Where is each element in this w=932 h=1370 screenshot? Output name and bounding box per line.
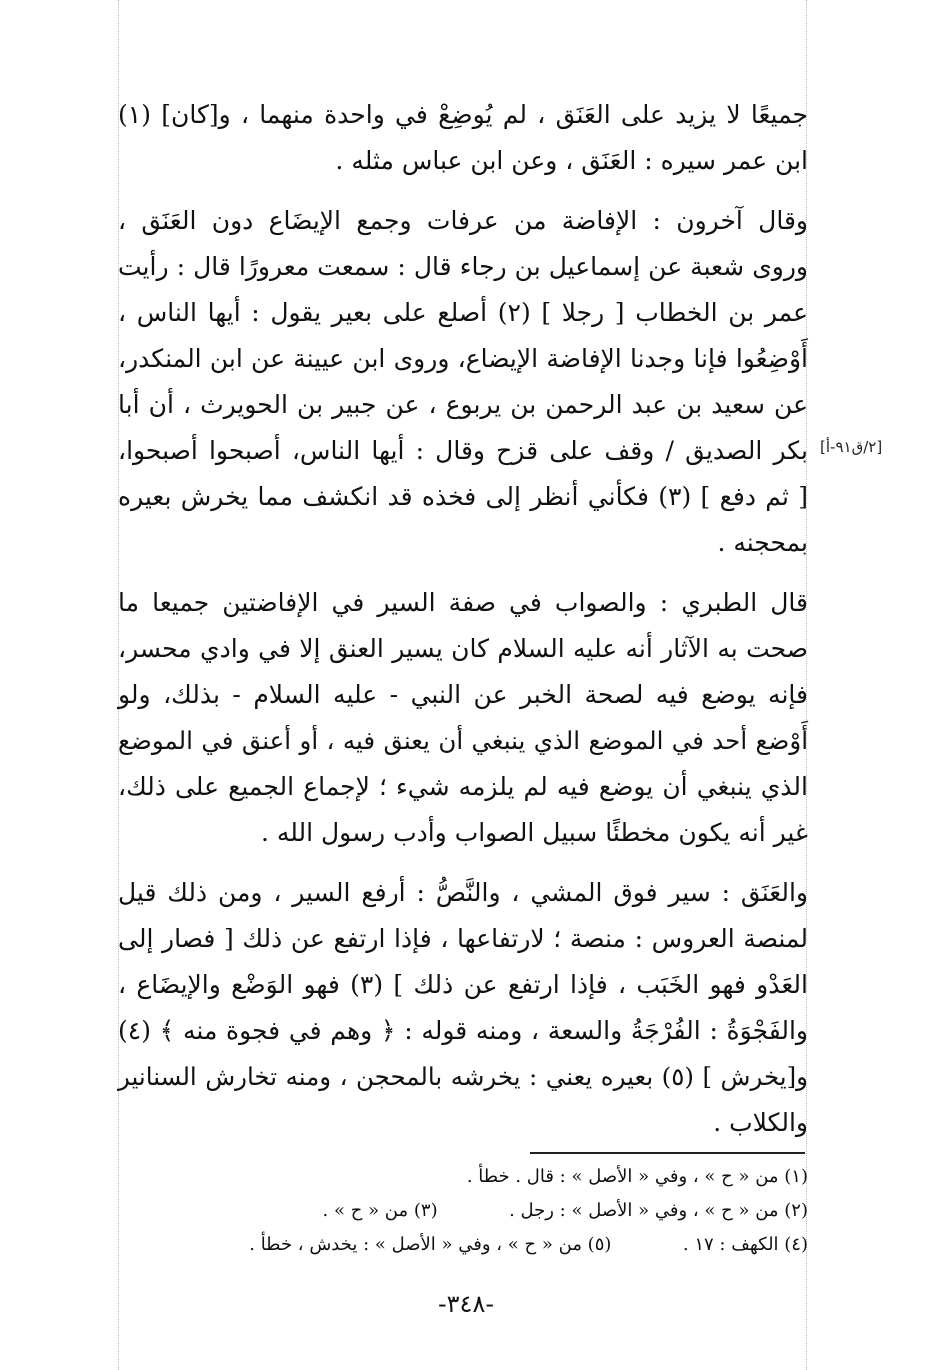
manuscript-folio-note: [٢/ق٩١-أ]: [820, 438, 883, 456]
footnote-line: [118, 1228, 808, 1262]
footnote-5: (٥) من « ح » ، وفي « الأصل » : يخدش ، خطأ .: [249, 1234, 612, 1255]
text-line: و[يخرش ] (٥) بعيره يعني : يخرشه بالمحجن ، ومنه تخارش السنانير: [118, 1062, 808, 1091]
paragraph-2: [118, 198, 808, 566]
text-line: [ ثم دفع ] (٣) فكأني أنظر إلى فخذه قد انكشف مما يخرش بعيره: [118, 482, 808, 511]
footnote-separator: [530, 1152, 805, 1154]
text-line: عمر بن الخطاب [ رجلا ] (٢) أصلع على بعير يقول : أيها الناس ،: [118, 298, 809, 327]
text-line: غير أنه يكون مخطئًا سبيل الصواب وأدب رسول الله .: [260, 818, 808, 847]
text-line: لمنصة العروس : منصة ؛ لارتفاعها ، فإذا ارتفع عن ذلك [ فصار إلى: [118, 924, 808, 953]
text-line: أَوْضِعُوا فإنا وجدنا الإفاضة الإيضاع، وروى ابن عيينة عن ابن المنكدر،: [118, 344, 808, 373]
footnotes: [118, 1160, 808, 1262]
main-text: [118, 92, 808, 1146]
footnote-1: (١) من « ح » ، وفي « الأصل » : قال . خطأ .: [466, 1166, 808, 1187]
text-line: قال الطبري : والصواب في صفة السير في الإفاضتين جميعا ما: [118, 588, 808, 617]
text-line: صحت به الآثار أنه عليه السلام كان يسير العنق إلا في وادي محسر،: [118, 634, 808, 663]
text-line: بمحجنه .: [717, 528, 808, 557]
text-line: بكر الصديق / وقف على قزح وقال : أيها الناس، أصبحوا أصبحوا،: [118, 436, 808, 465]
paragraph-4: [118, 870, 808, 1146]
footnote-4: (٤) الكهف : ١٧ .: [682, 1234, 808, 1255]
paragraph-1: [118, 92, 808, 184]
text-line: عن سعيد بن عبد الرحمن بن يربوع ، عن جبير بن الحويرث ، أن أبا: [118, 390, 808, 419]
text-line: فإنه يوضع فيه لصحة الخبر عن النبي - عليه السلام - بذلك، ولو: [118, 680, 808, 709]
page-number: -٣٤٨-: [437, 1290, 494, 1318]
text-line: أَوْضع أحد في الموضع الذي ينبغي أن يعنق فيه ، أو أعنق في الموضع: [118, 726, 808, 755]
text-line: جميعًا لا يزيد على العَنَق ، لم يُوضِعْ في واحدة منهما ، و[كان] (١): [118, 100, 808, 129]
text-line: ابن عمر سيره : العَنَق ، وعن ابن عباس مثله .: [335, 146, 808, 175]
text-line: وروى شعبة عن إسماعيل بن رجاء قال : سمعت معرورًا قال : رأيت: [118, 252, 808, 281]
paragraph-3: [118, 580, 808, 856]
footnote-2: (٢) من « ح » ، وفي « الأصل » : رجل .: [509, 1200, 808, 1221]
text-line: وقال آخرون : الإفاضة من عرفات وجمع الإيضَاع دون العَنَق ،: [118, 206, 808, 235]
footnote-3: (٣) من « ح » .: [322, 1200, 438, 1221]
text-line: الذي ينبغي أن يوضع فيه لم يلزمه شيء ؛ لإجماع الجميع على ذلك،: [118, 772, 808, 801]
text-line: والكلاب .: [713, 1108, 808, 1137]
text-line: والفَجْوَةُ : الفُرْجَةُ والسعة ، ومنه قوله : ﴿ وهم في فجوة منه ﴾ (٤): [118, 1016, 808, 1045]
text-line: العَدْو فهو الخَبَب ، فإذا ارتفع عن ذلك ] (٣) فهو الوَضْع والإيضَاع ،: [118, 970, 808, 999]
footnote-line: [118, 1160, 808, 1194]
footnote-line: [118, 1194, 808, 1228]
text-line: والعَنَق : سير فوق المشي ، والنَّصُّ : أرفع السير ، ومن ذلك قيل: [118, 878, 808, 907]
